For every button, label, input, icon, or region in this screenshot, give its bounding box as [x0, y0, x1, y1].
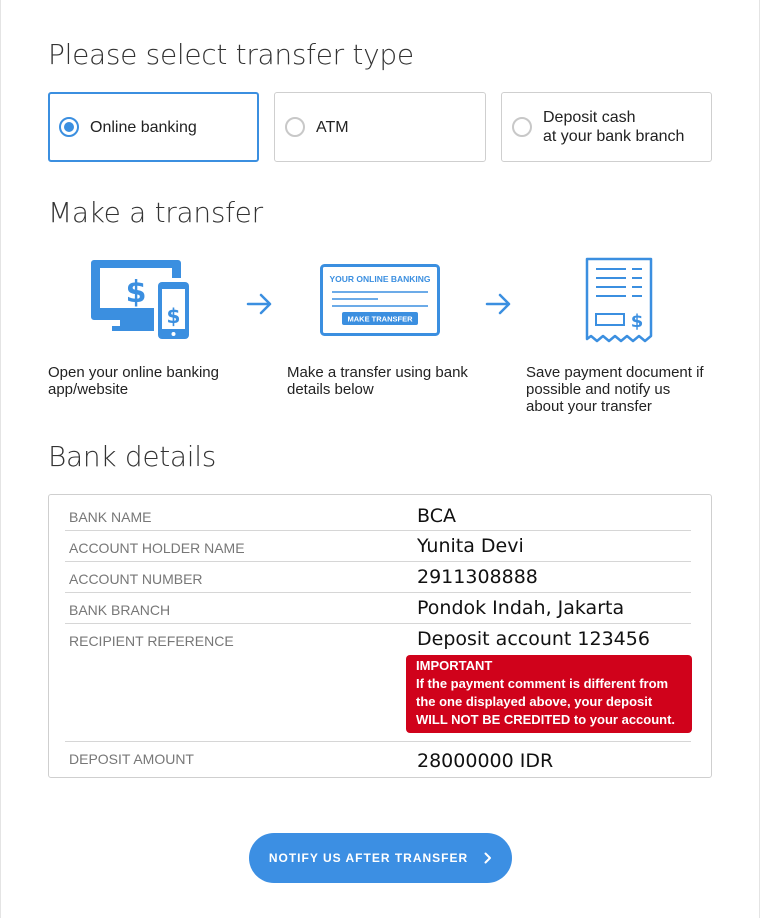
row-value[interactable]: 28000000 IDR — [417, 750, 554, 772]
option-atm[interactable] — [274, 92, 486, 162]
transfer-type-title: Please select transfer type — [48, 38, 414, 71]
notify-us-label: NOTIFY US AFTER TRANSFER — [268, 851, 469, 865]
row-value[interactable]: Deposit account 123456 — [417, 628, 650, 650]
option-online-banking-text: Online banking — [90, 118, 197, 136]
radio-deposit-cash[interactable] — [512, 117, 532, 137]
important-title: IMPORTANT — [416, 658, 493, 673]
bank-details-title: Bank details — [48, 440, 217, 473]
svg-text:$: $ — [125, 275, 147, 310]
row-key: BANK NAME — [69, 509, 152, 525]
step-1-text — [48, 364, 238, 398]
form-button-text: MAKE TRANSFER — [347, 314, 413, 324]
row-key: BANK BRANCH — [69, 602, 171, 618]
computer-phone-dollar-icon — [90, 258, 192, 342]
option-deposit-cash[interactable] — [501, 92, 712, 162]
chevron-right-icon — [484, 852, 492, 864]
radio-online-banking[interactable] — [59, 117, 79, 137]
arrow-right-icon — [246, 292, 274, 316]
radio-atm[interactable] — [285, 117, 305, 137]
option-deposit-cash-text-line1: Deposit cash — [543, 109, 636, 126]
table-row — [65, 593, 691, 624]
receipt-icon — [584, 256, 654, 346]
svg-text:$: $ — [630, 311, 644, 332]
step-1-line1: Open your online banking — [48, 364, 219, 381]
row-key: DEPOSIT AMOUNT — [69, 751, 194, 767]
table-row — [65, 501, 691, 531]
option-atm-text: ATM — [316, 118, 349, 136]
step-3-line2: possible and notify us — [526, 381, 671, 398]
step-2-text — [287, 364, 477, 398]
online-banking-form-icon — [320, 264, 440, 336]
row-value[interactable]: Pondok Indah, Jakarta — [417, 597, 625, 619]
step-3-line1: Save payment document if — [526, 364, 704, 381]
row-key: ACCOUNT NUMBER — [69, 571, 203, 587]
row-key: RECIPIENT REFERENCE — [69, 633, 234, 649]
option-deposit-cash-text-line2: at your bank branch — [543, 128, 685, 145]
svg-text:$: $ — [166, 304, 181, 328]
arrow-right-icon — [485, 292, 513, 316]
step-2-line2: details below — [287, 381, 374, 398]
row-value[interactable]: Yunita Devi — [417, 535, 524, 557]
make-transfer-title: Make a transfer — [48, 196, 263, 229]
table-row — [65, 742, 691, 776]
step-3-line3: about your transfer — [526, 398, 652, 415]
row-value[interactable]: 2911308888 — [417, 566, 538, 588]
step-3-text — [526, 364, 716, 415]
step-1-line2: app/website — [48, 381, 129, 398]
notify-us-button[interactable] — [249, 833, 512, 883]
option-atm-label — [316, 118, 349, 137]
option-deposit-cash-label — [543, 108, 684, 146]
form-header-text: YOUR ONLINE BANKING — [329, 274, 431, 284]
step-2-line1: Make a transfer using bank — [287, 364, 468, 381]
table-row — [65, 531, 691, 562]
important-warning — [406, 655, 692, 733]
option-online-banking-label — [90, 118, 197, 137]
table-row — [65, 562, 691, 593]
important-message: If the payment comment is different from the one displayed above, your deposit WILL NOT BE CREDITED to your account. — [416, 676, 676, 727]
bank-details-table — [48, 494, 712, 778]
row-key: ACCOUNT HOLDER NAME — [69, 540, 245, 556]
row-value[interactable]: BCA — [417, 505, 456, 527]
option-online-banking[interactable] — [48, 92, 259, 162]
